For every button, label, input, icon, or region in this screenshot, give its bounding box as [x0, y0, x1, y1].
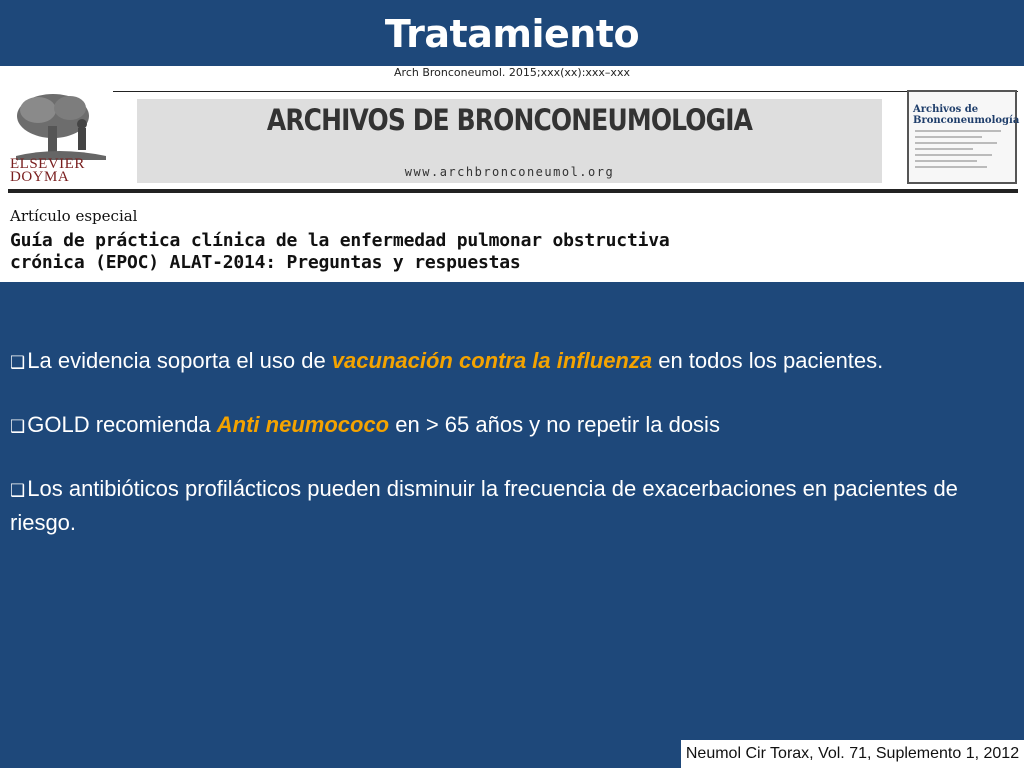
bullet-item: ❑Los antibióticos profilácticos pueden disminuir la frecuencia de exacerbaciones en pacientes de riesgo. — [10, 476, 958, 535]
publisher-name: ELSEVIER DOYMA — [10, 156, 85, 185]
cover-text-lines — [915, 130, 1011, 172]
bottom-rule — [8, 189, 1018, 193]
bullet-item: ❑La evidencia soporta el uso de vacunación contra la influenza en todos los pacientes. — [10, 348, 884, 373]
article-header-image — [0, 66, 1024, 282]
journal-cover — [907, 90, 1020, 184]
emphasis-text: vacunación contra la influenza — [331, 348, 653, 373]
journal-citation: Arch Bronconeumol. 2015;xxx(xx):xxx–xxx — [394, 66, 630, 79]
journal-banner — [137, 99, 882, 183]
bullet-item: ❑GOLD recomienda Anti neumococo en > 65 años y no repetir la dosis — [10, 412, 720, 437]
cover-title: Archivos de Bronconeumología — [913, 104, 1020, 126]
journal-name: ARCHIVOS DE BRONCONEUMOLOGIA — [266, 103, 753, 137]
checkbox-bullet-icon: ❑ — [10, 353, 26, 373]
article-title: Guía de práctica clínica de la enfermedad pulmonar obstructiva crónica (EPOC) ALAT-2014: Preguntas y respuestas — [10, 230, 670, 273]
slide-title: Tratamiento — [384, 12, 640, 56]
checkbox-bullet-icon: ❑ — [10, 417, 26, 437]
article-type: Artículo especial — [10, 207, 138, 225]
journal-url: www.archbronconeumol.org — [404, 165, 615, 179]
bullet-list — [10, 345, 1010, 568]
footer-citation: Neumol Cir Torax, Vol. 71, Suplemento 1, 2012 — [681, 740, 1024, 768]
emphasis-text: Anti neumococo — [216, 412, 390, 437]
top-rule — [8, 91, 1018, 92]
checkbox-bullet-icon: ❑ — [10, 481, 26, 501]
